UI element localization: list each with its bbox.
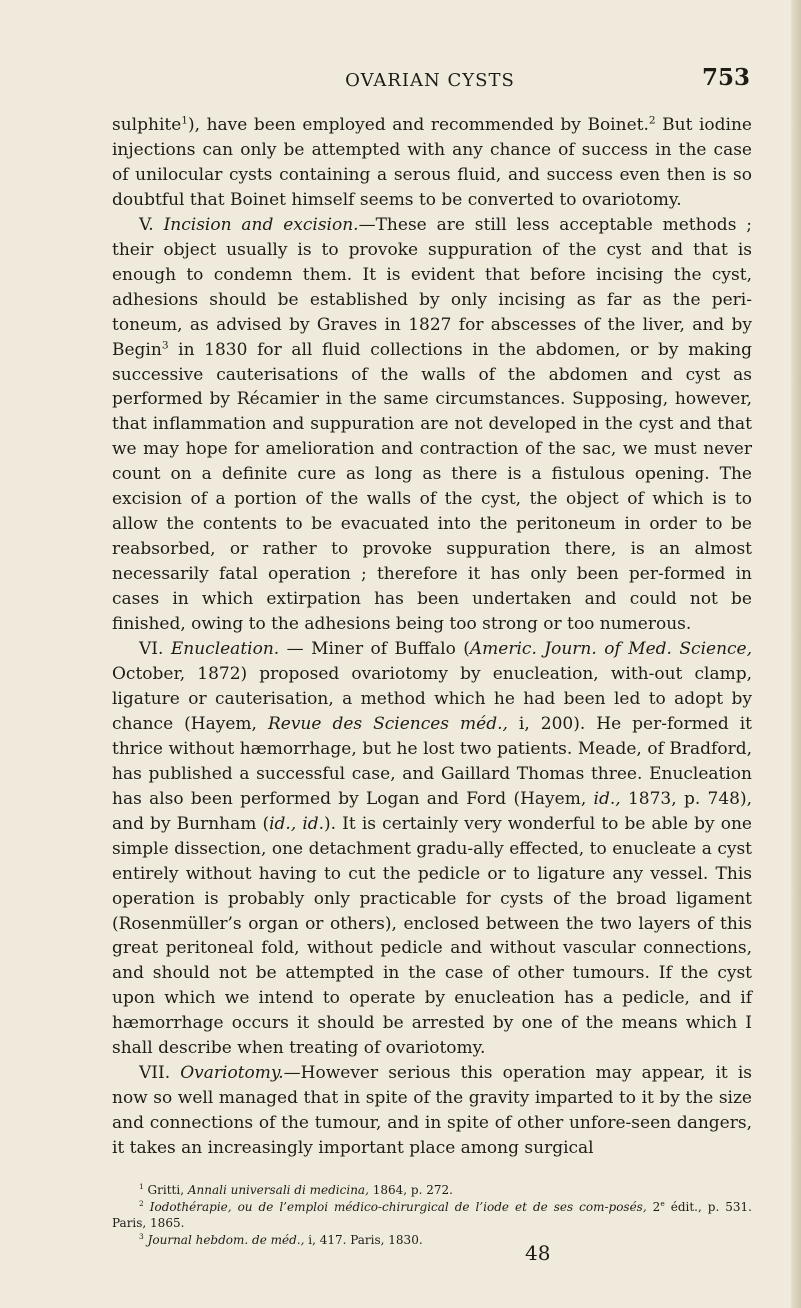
- footnote-marker: 3: [139, 1231, 144, 1241]
- footnote: [112, 1199, 752, 1232]
- page-number: 753: [701, 64, 750, 91]
- italic-text: id., id.: [269, 813, 325, 834]
- signature-mark: 48: [525, 1241, 551, 1265]
- text-run: 1864, p. 272.: [368, 1183, 453, 1197]
- text-run: October, 1872) proposed ovariotomy by enucleation, with-out clamp, ligature or cauterisation, a method which he had been led to adopt by chance (Hayem,: [112, 663, 752, 734]
- paragraph: [112, 637, 752, 1061]
- footnote: [112, 1232, 752, 1249]
- text-run: Gritti,: [143, 1183, 188, 1197]
- text-run: — Miner of Buffalo (: [279, 639, 470, 660]
- paragraph: [112, 1061, 752, 1161]
- italic-text: Revue des Sciences méd.,: [267, 713, 508, 734]
- text-run: But iodine injections can only be attempted with any chance of success in the case of unilocular cysts containing a serous fluid, and success even then is so doubtful that Boinet himself seems to be converted to ovariotomy.: [112, 115, 752, 210]
- text-run: in 1830 for all fluid collections in the abdomen, or by making successive cauterisations of the walls of the abdomen and cyst as performed by Récamier in the same circumstances. Supposing, however, that inflammation and suppuration are not developed in the cyst and that we may hope for amelioration and contraction of the sac, we must never count on a definite cure as long as there is a fistulous opening. The excision of a portion of the walls of the cyst, the object of which is to allow the contents to be evacuated into the peritoneum in order to be reabsorbed, or rather to provoke suppuration there, is an almost necessarily fatal operation ; therefore it has only been per-formed in cases in which extirpation has been undertaken and could not be finished, owing to the adhesions being too strong or too numerous.: [112, 339, 752, 635]
- text-run: VII.: [139, 1063, 181, 1084]
- text-run: V.: [139, 214, 164, 235]
- text-run: édit., p. 531. Paris, 1865.: [112, 1199, 752, 1230]
- footnotes: [112, 1182, 752, 1248]
- footnote: [112, 1182, 752, 1199]
- italic-text: Ovariotomy.: [180, 1063, 284, 1084]
- italic-text: Incision and excision.: [163, 214, 359, 235]
- text-run: i, 417. Paris, 1830.: [304, 1232, 423, 1247]
- running-head: OVARIAN CYSTS: [345, 70, 515, 91]
- italic-text: id.,: [593, 788, 621, 809]
- footnote-marker: 3: [161, 338, 169, 351]
- text-run: ), have been employed and recommended by Boinet.: [187, 115, 649, 135]
- text-run: —These are still less acceptable methods ; their object usually is to provoke suppuration of the cyst and that is enough to condemn them. It is evident that before incising the cyst, adhesions should be established by only incising as far as the peri-toneum, as advised by Graves in 1827 for abscesses of the liver, and by Begin: [112, 214, 752, 360]
- text-run: —However serious this operation may appear, it is now so well managed that in spite of the gravity imparted to it by the size and connections of the tumour, and in spite of other unfore-seen dangers, it takes an increasingly important place among surgical: [112, 1063, 752, 1159]
- italic-text: Iodothérapie, ou de l’emploi médico-chirurgical de l’iode et de ses com-posés,: [149, 1199, 647, 1214]
- footnote-marker: 1: [139, 1182, 144, 1191]
- text-run: i, 200). He per-formed it thrice without hæmorrhage, but he lost two patients. Meade, of Bradford, has published a successful case, and Gaillard Thomas three. Enucleation has also been performed by Logan and Ford (Hayem,: [112, 713, 752, 809]
- footnote-marker: 1: [181, 114, 188, 127]
- page-header: [110, 64, 750, 94]
- page-edge: [791, 0, 801, 1308]
- italic-text: Americ. Journ. of Med. Science,: [469, 639, 753, 660]
- text-run: VI.: [139, 639, 171, 660]
- footnote-marker: 2: [648, 114, 656, 127]
- text-run: 2: [646, 1199, 661, 1214]
- footnote-marker: 2: [139, 1198, 144, 1208]
- body-text: [112, 113, 752, 1161]
- text-run: 1873, p. 748), and by Burnham (: [112, 788, 753, 834]
- italic-text: Enucleation.: [170, 639, 280, 660]
- text-run: sulphite: [112, 115, 182, 135]
- footnote-marker: e: [660, 1198, 665, 1208]
- italic-text: Journal hebdom. de méd.,: [147, 1232, 305, 1247]
- text-run: ). It is certainly very wonderful to be able by one simple dissection, one detachment gradu-ally effected, to enucleate a cyst entirely without having to cut the pedicle or to ligature any vessel. This operation is probably only practicable for cysts of the broad ligament (Rosenmüller’s organ or others), enclosed between the two layers of this great peritoneal fold, without pedicle and without vascular connections, and should not be attempted in the case of other tumours. If the cyst upon which we intend to operate by enucleation has a pedicle, and if hæmorrhage occurs it should be arrested by one of the means which I shall describe when treating of ovariotomy.: [112, 813, 752, 1059]
- paragraph: [112, 113, 752, 213]
- paragraph: [112, 213, 752, 637]
- italic-text: Annali universali di medicina,: [187, 1183, 369, 1197]
